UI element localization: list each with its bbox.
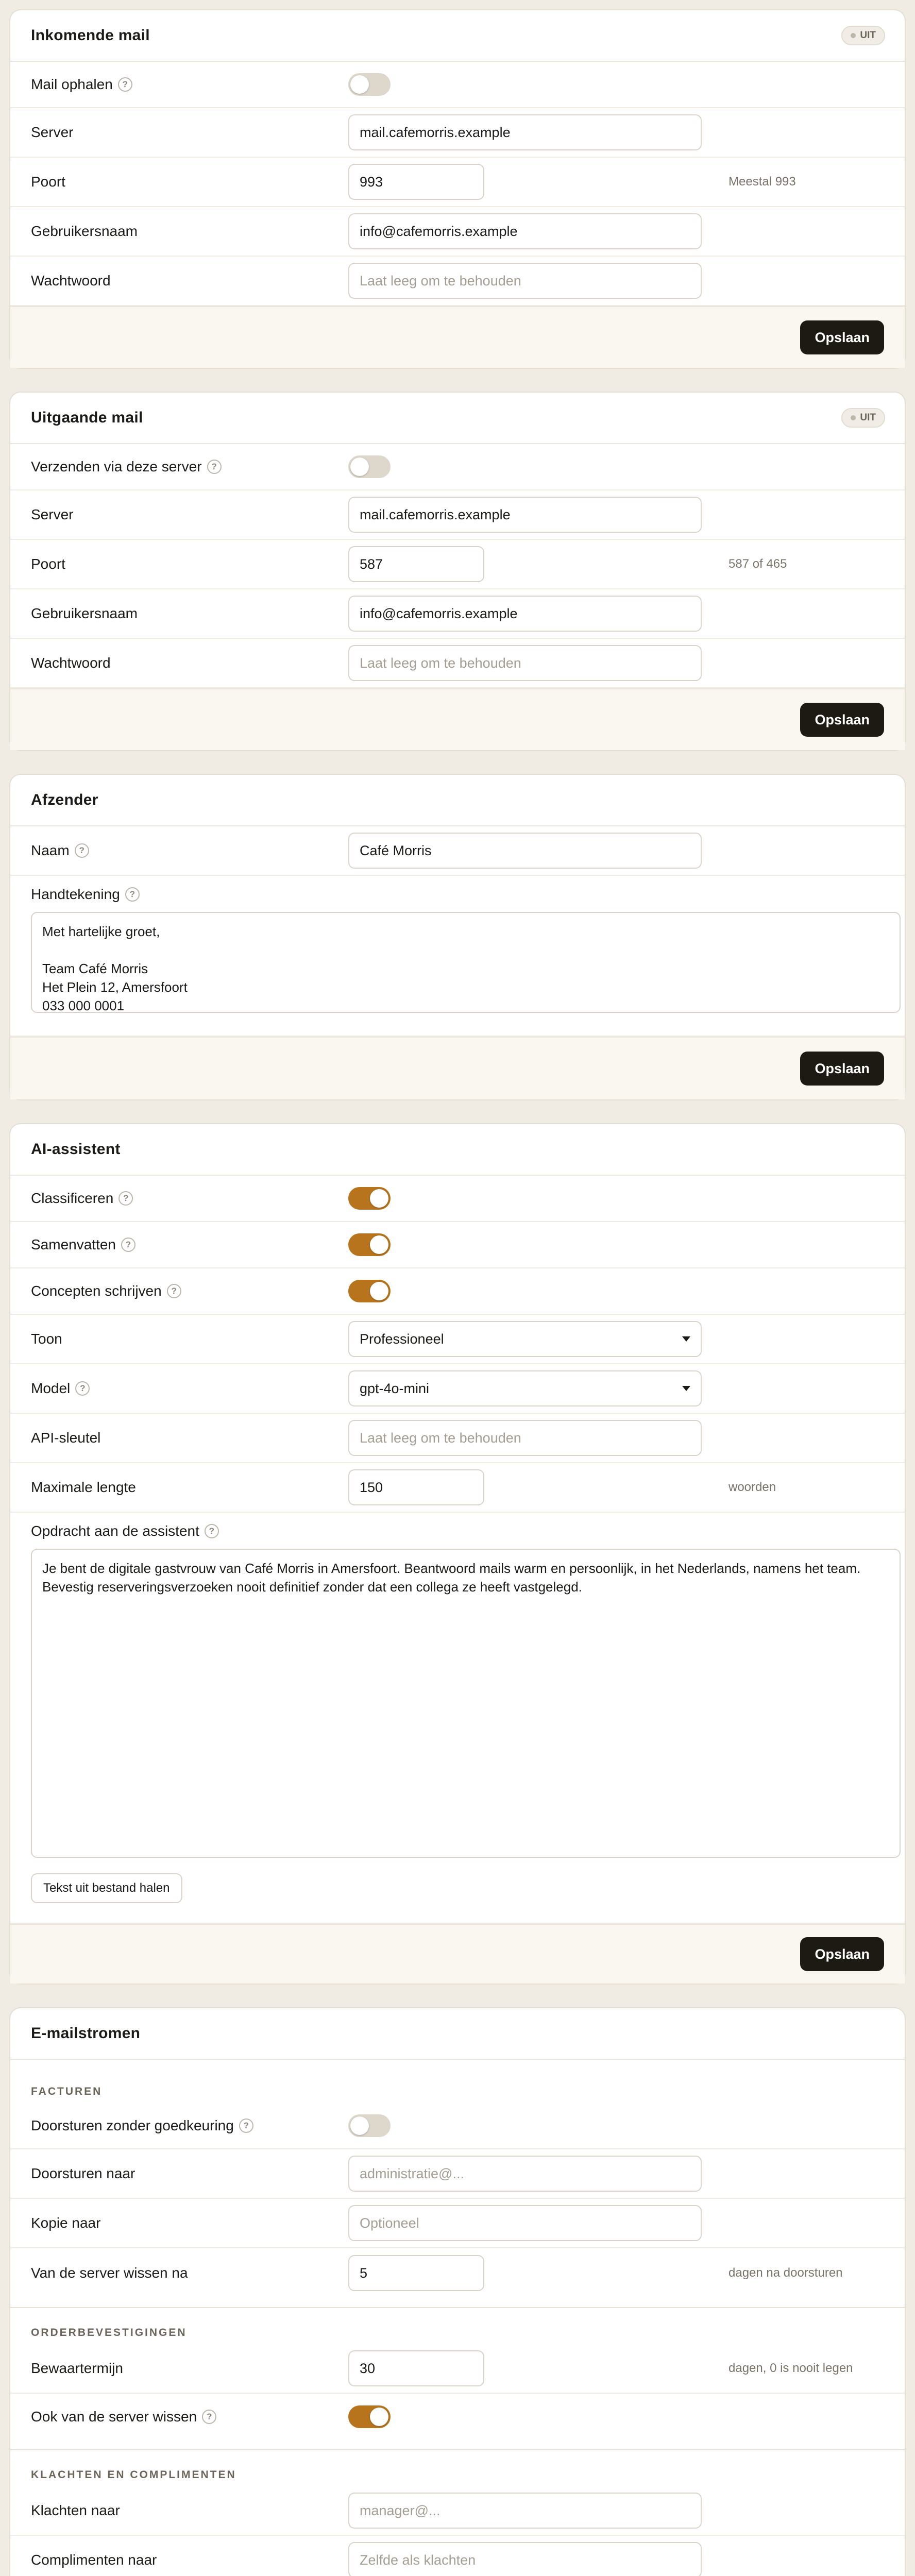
card-title: E-mailstromen — [31, 2025, 141, 2042]
card-footer — [10, 688, 905, 750]
signature-label: Handtekening — [31, 886, 120, 902]
invoice-delete-hint: dagen na doorsturen — [728, 2266, 843, 2280]
username-row — [10, 589, 905, 639]
status-badge: UIT — [841, 408, 885, 428]
card-footer — [10, 1924, 905, 1984]
apikey-input[interactable]: Laat leeg om te behouden — [348, 1420, 702, 1456]
help-icon[interactable]: ? — [75, 843, 89, 858]
port-hint: 587 of 465 — [728, 557, 787, 571]
chevron-down-icon — [682, 1336, 690, 1342]
help-icon[interactable]: ? — [205, 1524, 219, 1538]
password-label: Wachtwoord — [31, 273, 111, 289]
card-title: Inkomende mail — [31, 27, 150, 44]
fetch-row — [10, 62, 905, 108]
compliments-to-label: Complimenten naar — [31, 2552, 157, 2568]
maxlen-row — [10, 1463, 905, 1513]
invoice-forward-toggle[interactable] — [348, 2114, 391, 2137]
send-row — [10, 444, 905, 490]
ai-assistant-card — [9, 1123, 906, 1985]
card-header — [10, 10, 905, 62]
invoice-delete-label: Van de server wissen na — [31, 2265, 188, 2281]
apikey-row — [10, 1414, 905, 1463]
prompt-label: Opdracht aan de assistent — [31, 1523, 199, 1539]
name-label: Naam — [31, 842, 70, 858]
help-icon[interactable]: ? — [207, 460, 222, 474]
port-row — [10, 158, 905, 207]
help-icon[interactable]: ? — [118, 1191, 133, 1206]
classify-toggle[interactable] — [348, 1187, 391, 1210]
invoice-forward-to-input[interactable]: administratie@... — [348, 2156, 702, 2192]
port-hint: Meestal 993 — [728, 175, 796, 189]
username-label: Gebruikersnaam — [31, 223, 138, 239]
username-input[interactable]: info@cafemorris.example — [348, 213, 702, 249]
complaints-to-input[interactable]: manager@... — [348, 2493, 702, 2529]
invoice-forward-to-row — [10, 2149, 905, 2199]
invoice-copy-row — [10, 2199, 905, 2248]
card-header — [10, 1124, 905, 1176]
complaints-to-row — [10, 2486, 905, 2536]
server-input[interactable]: mail.cafemorris.example — [348, 114, 702, 150]
invoice-forward-to-label: Doorsturen naar — [31, 2165, 135, 2181]
password-row — [10, 639, 905, 688]
port-label: Poort — [31, 556, 65, 572]
invoice-copy-label: Kopie naar — [31, 2215, 101, 2231]
server-label: Server — [31, 124, 74, 140]
username-input[interactable]: info@cafemorris.example — [348, 596, 702, 632]
name-row — [10, 826, 905, 876]
invoice-forward-row — [10, 2103, 905, 2149]
section-invoices: FACTUREN — [31, 2086, 103, 2097]
card-footer — [10, 1037, 905, 1099]
drafts-row — [10, 1268, 905, 1315]
incoming-mail-card — [9, 9, 906, 369]
send-toggle[interactable] — [348, 455, 391, 478]
invoice-delete-row — [10, 2248, 905, 2298]
fetch-label: Mail ophalen — [31, 76, 113, 92]
fetch-toggle[interactable] — [348, 73, 391, 96]
port-input[interactable]: 993 — [348, 164, 484, 200]
send-label: Verzenden via deze server — [31, 459, 202, 474]
order-retention-label: Bewaartermijn — [31, 2360, 123, 2376]
save-button[interactable]: Opslaan — [800, 1937, 884, 1971]
card-header — [10, 393, 905, 444]
drafts-toggle[interactable] — [348, 1280, 391, 1302]
card-title: AI-assistent — [31, 1141, 121, 1158]
tone-label: Toon — [31, 1331, 62, 1347]
help-icon[interactable]: ? — [167, 1284, 181, 1298]
password-input[interactable]: Laat leeg om te behouden — [348, 645, 702, 681]
section-complaints: KLACHTEN EN COMPLIMENTEN — [31, 2469, 236, 2481]
tone-select[interactable]: Professioneel — [348, 1321, 702, 1357]
compliments-to-row — [10, 2536, 905, 2576]
chevron-down-icon — [682, 1386, 690, 1391]
order-delete-label: Ook van de server wissen — [31, 2409, 197, 2425]
summarize-row — [10, 1222, 905, 1268]
password-row — [10, 257, 905, 306]
section-orders: ORDERBEVESTIGINGEN — [31, 2327, 187, 2338]
password-label: Wachtwoord — [31, 655, 111, 671]
summarize-toggle[interactable] — [348, 1233, 391, 1256]
help-icon[interactable]: ? — [125, 887, 140, 902]
card-header — [10, 2008, 905, 2060]
maxlen-label: Maximale lengte — [31, 1479, 136, 1495]
port-row — [10, 540, 905, 589]
maxlen-input[interactable]: 150 — [348, 1469, 484, 1505]
classify-label: Classificeren — [31, 1190, 114, 1206]
order-retention-input[interactable]: 30 — [348, 2350, 484, 2386]
invoice-delete-input[interactable]: 5 — [348, 2255, 484, 2291]
tone-row — [10, 1315, 905, 1364]
card-title: Afzender — [31, 791, 98, 808]
card-title: Uitgaande mail — [31, 409, 143, 426]
summarize-label: Samenvatten — [31, 1236, 116, 1252]
username-row — [10, 207, 905, 257]
model-row — [10, 1364, 905, 1414]
order-delete-row — [10, 2394, 905, 2440]
save-button[interactable]: Opslaan — [800, 1052, 884, 1086]
help-icon[interactable]: ? — [239, 2119, 253, 2133]
compliments-to-input[interactable]: Zelfde als klachten — [348, 2542, 702, 2576]
signature-textarea[interactable]: Met hartelijke groet, Team Café Morris Het Plein 12, Amersfoort 033 000 0001 — [31, 912, 901, 1013]
complaints-to-label: Klachten naar — [31, 2502, 120, 2518]
help-icon[interactable]: ? — [118, 77, 132, 92]
server-input[interactable]: mail.cafemorris.example — [348, 497, 702, 533]
status-dot-icon — [851, 33, 856, 38]
model-label: Model — [31, 1380, 71, 1396]
sender-card — [9, 774, 906, 1100]
prompt-block — [10, 1513, 905, 1924]
name-input[interactable]: Café Morris — [348, 833, 702, 869]
maxlen-hint: woorden — [728, 1480, 776, 1494]
status-badge: UIT — [841, 26, 885, 45]
card-header — [10, 775, 905, 826]
save-button[interactable]: Opslaan — [800, 320, 884, 354]
outgoing-mail-card — [9, 392, 906, 751]
order-retention-hint: dagen, 0 is nooit legen — [728, 2361, 853, 2375]
help-icon[interactable]: ? — [202, 2410, 216, 2424]
invoice-forward-label: Doorsturen zonder goedkeuring — [31, 2117, 234, 2133]
port-label: Poort — [31, 174, 65, 190]
drafts-label: Concepten schrijven — [31, 1283, 162, 1299]
server-row — [10, 108, 905, 158]
email-flows-card — [9, 2007, 906, 2576]
server-label: Server — [31, 506, 74, 522]
status-dot-icon — [851, 415, 856, 420]
signature-block — [10, 876, 905, 1037]
password-input[interactable]: Laat leeg om te behouden — [348, 263, 702, 299]
username-label: Gebruikersnaam — [31, 605, 138, 621]
server-row — [10, 490, 905, 540]
save-button[interactable]: Opslaan — [800, 703, 884, 737]
extract-from-file-button[interactable]: Tekst uit bestand halen — [31, 1873, 182, 1903]
help-icon[interactable]: ? — [121, 1238, 135, 1252]
apikey-label: API-sleutel — [31, 1430, 101, 1446]
model-select[interactable]: gpt-4o-mini — [348, 1370, 702, 1406]
help-icon[interactable]: ? — [75, 1381, 90, 1396]
order-retention-row — [10, 2344, 905, 2394]
prompt-textarea[interactable]: Je bent de digitale gastvrouw van Café Morris in Amersfoort. Beantwoord mails warm en persoonlijk, in het Nederlands, namens het team. Bevestig reserveringsverzoeken nooit definitief zonder dat een collega ze heeft vastgelegd. — [31, 1549, 901, 1858]
order-delete-toggle[interactable] — [348, 2405, 391, 2428]
port-input[interactable]: 587 — [348, 546, 484, 582]
classify-row — [10, 1176, 905, 1222]
card-footer — [10, 306, 905, 368]
invoice-copy-input[interactable]: Optioneel — [348, 2205, 702, 2241]
